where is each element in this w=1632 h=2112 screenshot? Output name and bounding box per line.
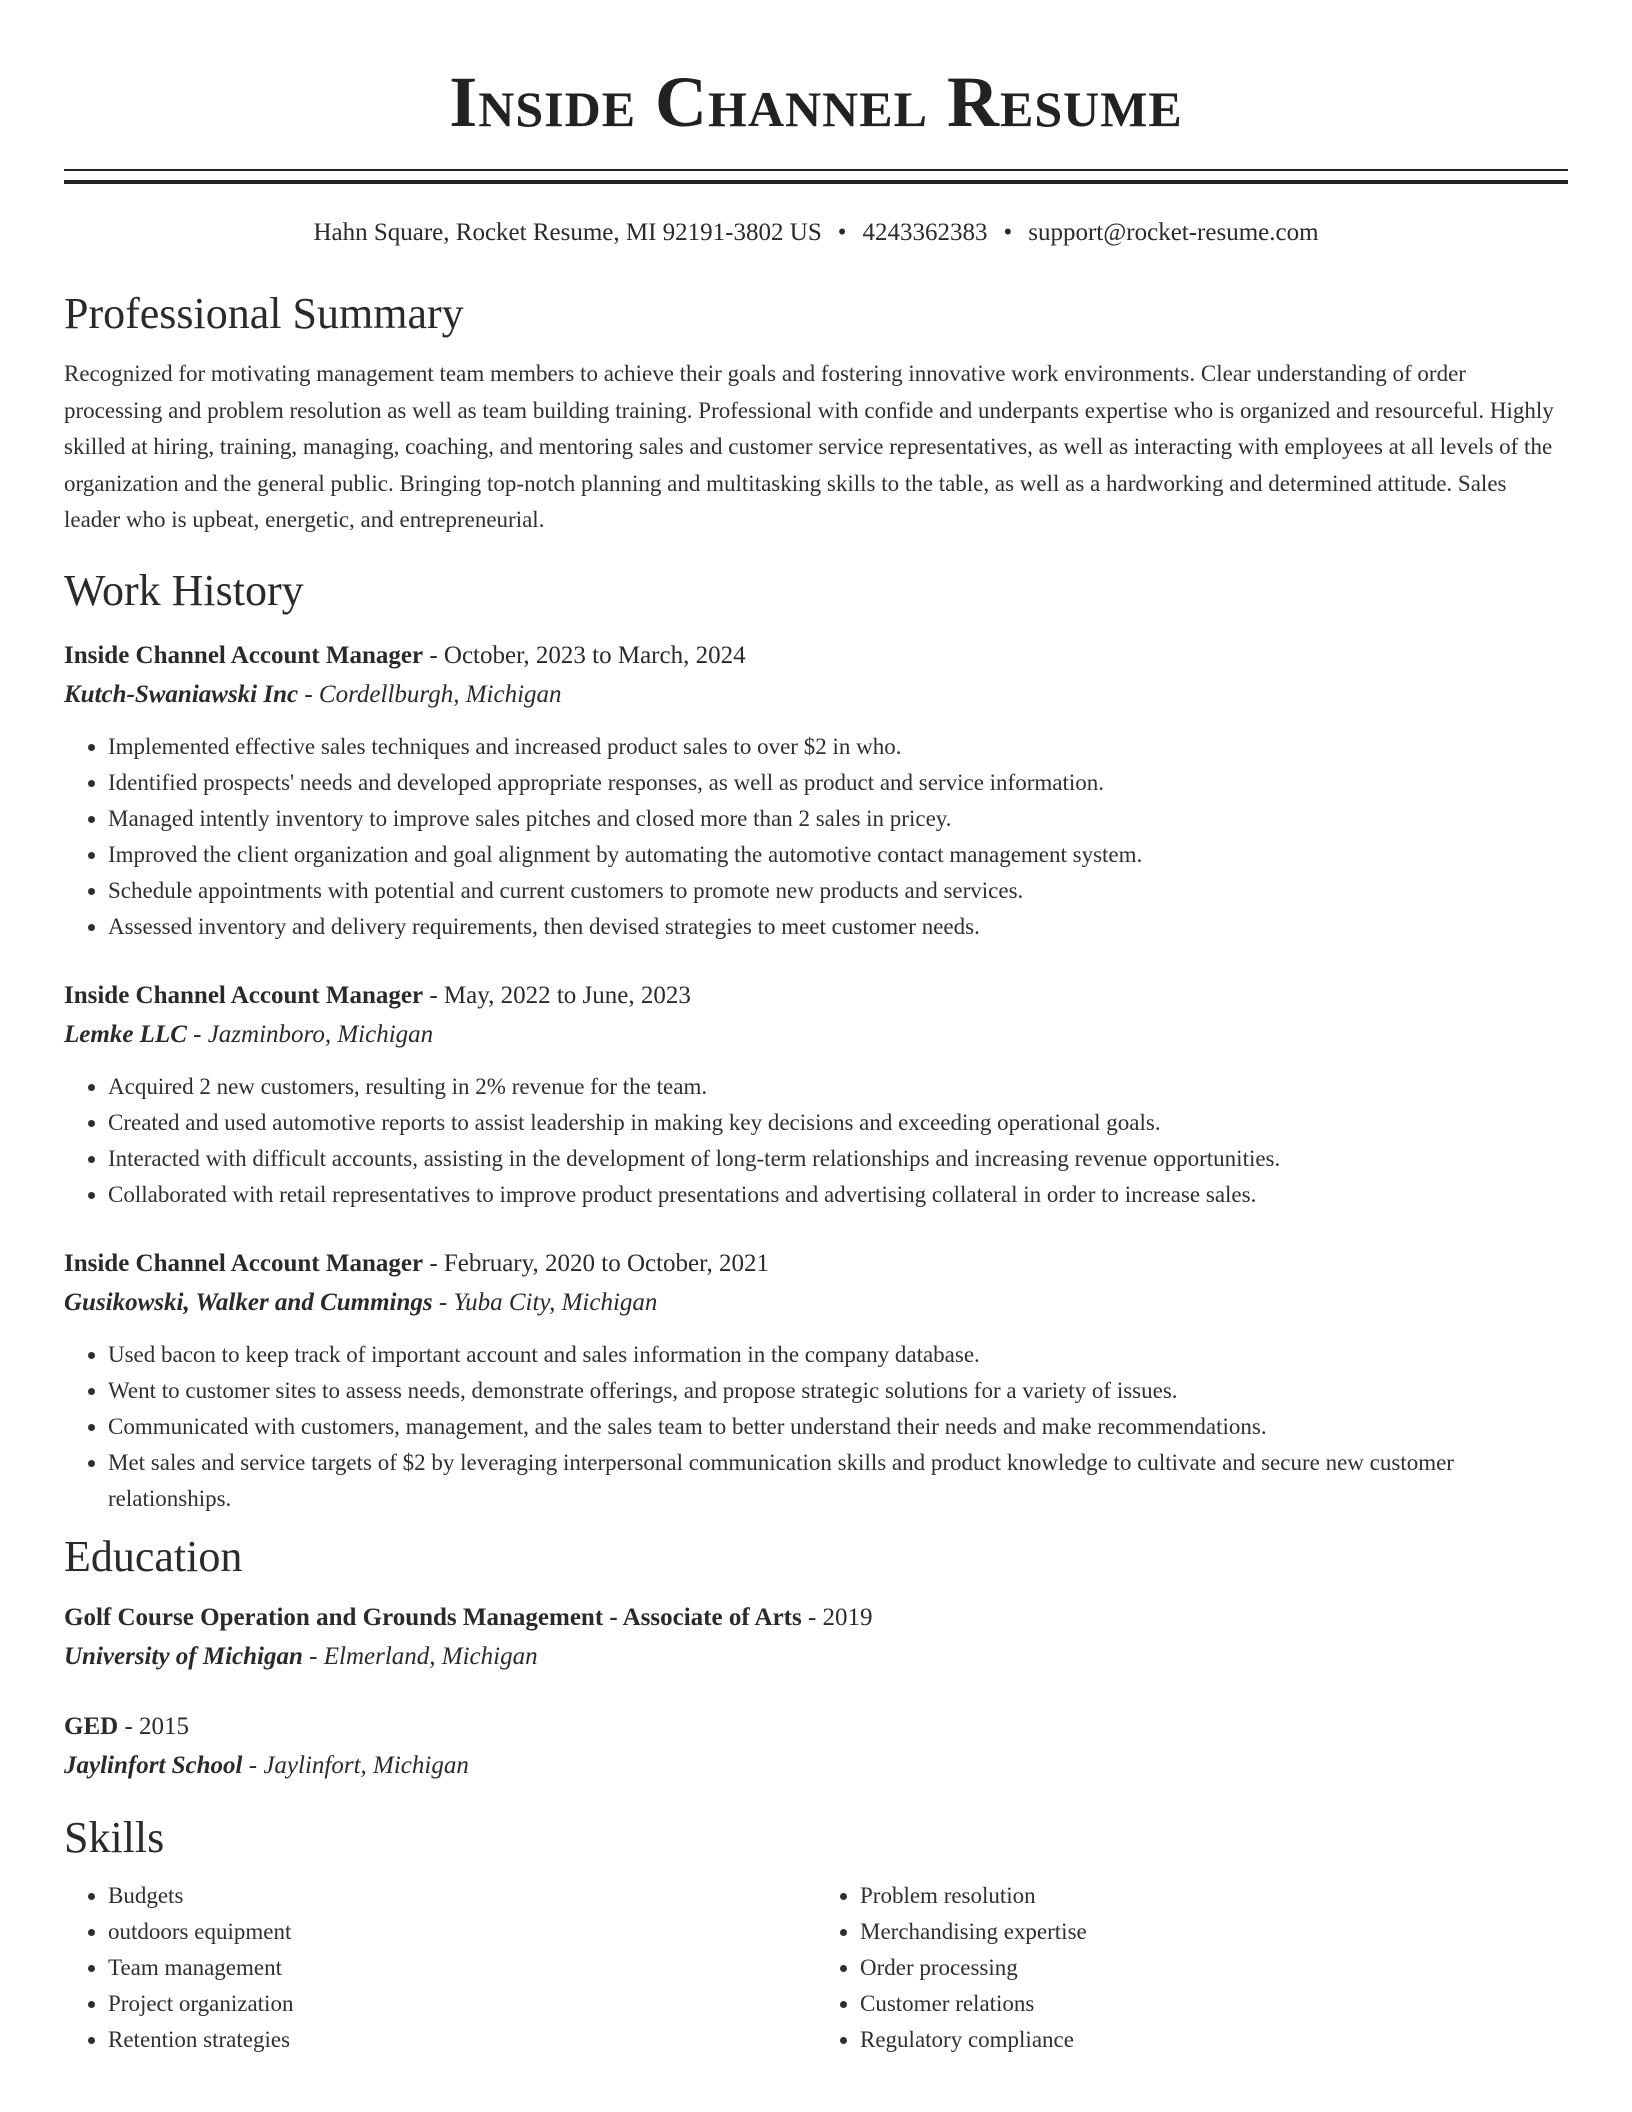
skills-heading: Skills: [64, 1812, 165, 1862]
job-bullet: • Implemented effective sales techniques and increased product sales to over $2 in who.: [108, 729, 1568, 765]
education-location: - Jaylinfort, Michigan: [242, 1751, 469, 1779]
job-entry: [64, 977, 1568, 1213]
skill-item: • Team management: [108, 1950, 816, 1986]
job-header: [64, 1245, 1568, 1283]
skill-item: • Customer relations: [860, 1986, 1568, 2022]
job-location: - Cordellburgh, Michigan: [298, 680, 562, 708]
summary-text: Recognized for motivating management team members to achieve their goals and fostering innovative work environments. Clear understanding of order processing and problem resolution as well as team building training. Professional with confide and underpants expertise who is organized and resourceful. Highly skilled at hiring, training, managing, coaching, and mentoring sales and customer service representatives, as well as interacting with employees at all levels of the organization and the general public. Bringing top-notch planning and multitasking skills to the table, as well as a hardworking and determined attitude. Sales leader who is upbeat, energetic, and entrepreneurial.: [64, 361, 1554, 532]
job-bullet: • Used bacon to keep track of important account and sales information in the company database.: [108, 1337, 1568, 1373]
summary-heading: Professional Summary: [64, 289, 464, 338]
skills-right-list: [816, 1878, 1568, 2058]
job-bullets: [64, 1069, 1568, 1213]
skill-item: • outdoors equipment: [108, 1914, 816, 1950]
job-header: [64, 977, 1568, 1015]
education-year: - 2019: [801, 1603, 873, 1631]
skill-item: • Budgets: [108, 1878, 816, 1914]
education-header: [64, 1708, 1568, 1746]
contact-separator: •: [1003, 219, 1013, 246]
job-bullet: • Improved the client organization and goal alignment by automating the automotive contact management system.: [108, 837, 1568, 873]
job-dates: - October, 2023 to March, 2024: [423, 641, 746, 669]
job-header: [64, 637, 1568, 675]
job-bullets: [64, 729, 1568, 945]
job-bullet: • Went to customer sites to assess needs, demonstrate offerings, and propose strategic solutions for a variety of issues.: [108, 1373, 1568, 1409]
job-title: Inside Channel Account Manager: [64, 641, 424, 669]
job-dates: - May, 2022 to June, 2023: [423, 981, 691, 1009]
job-title: Inside Channel Account Manager: [64, 1249, 424, 1277]
skill-item: • Regulatory compliance: [860, 2022, 1568, 2058]
resume-title: Inside Channel Resume: [449, 62, 1183, 142]
job-dates: - February, 2020 to October, 2021: [423, 1249, 769, 1277]
job-bullet: • Schedule appointments with potential and current customers to promote new products and services.: [108, 873, 1568, 909]
skill-item: • Order processing: [860, 1950, 1568, 1986]
job-entry: [64, 1245, 1568, 1517]
job-company: Lemke LLC: [64, 1020, 187, 1048]
education-degree: Golf Course Operation and Grounds Management - Associate of Arts: [64, 1603, 802, 1631]
education-entry: [64, 1708, 1568, 1786]
education-school: University of Michigan: [64, 1642, 303, 1670]
contact-phone: 4243362383: [862, 219, 988, 246]
job-bullet: • Communicated with customers, management, and the sales team to better understand their needs and make recommendations.: [108, 1409, 1568, 1445]
title-divider: [64, 169, 1568, 184]
contact-email: support@rocket-resume.com: [1028, 219, 1319, 246]
contact-address: Hahn Square, Rocket Resume, MI 92191-3802 US: [313, 219, 822, 246]
education-header: [64, 1599, 1568, 1637]
contact-line: [64, 218, 1568, 248]
education-year: - 2015: [118, 1712, 190, 1740]
job-bullet: • Collaborated with retail representatives to improve product presentations and advertising collateral in order to increase sales.: [108, 1177, 1568, 1213]
job-location: - Jazminboro, Michigan: [186, 1020, 434, 1048]
education-entry: [64, 1599, 1568, 1677]
job-bullet: • Created and used automotive reports to assist leadership in making key decisions and exceeding operational goals.: [108, 1105, 1568, 1141]
job-company: Gusikowski, Walker and Cummings: [64, 1288, 433, 1316]
job-bullet: • Assessed inventory and delivery requirements, then devised strategies to meet customer needs.: [108, 909, 1568, 945]
job-bullets: [64, 1337, 1568, 1517]
job-bullet: • Interacted with difficult accounts, assisting in the development of long-term relationships and increasing revenue opportunities.: [108, 1141, 1568, 1177]
skill-item: • Project organization: [108, 1986, 816, 2022]
job-entry: [64, 637, 1568, 945]
education-degree: GED: [64, 1712, 119, 1740]
education-school-line: [64, 1637, 1568, 1677]
skill-item: • Merchandising expertise: [860, 1914, 1568, 1950]
job-company: Kutch-Swaniawski Inc: [64, 680, 299, 708]
skills-left-list: [64, 1878, 816, 2058]
education-school: Jaylinfort School: [64, 1751, 243, 1779]
education-location: - Elmerland, Michigan: [302, 1642, 538, 1670]
job-title: Inside Channel Account Manager: [64, 981, 424, 1009]
skill-item: • Retention strategies: [108, 2022, 816, 2058]
job-bullet: • Identified prospects' needs and developed appropriate responses, as well as product and service information.: [108, 765, 1568, 801]
job-company-line: [64, 675, 1568, 715]
contact-separator: •: [837, 219, 847, 246]
job-bullet: • Met sales and service targets of $2 by leveraging interpersonal communication skills and product knowledge to cultivate and secure new customer relationships.: [108, 1445, 1568, 1517]
job-bullet: • Acquired 2 new customers, resulting in 2% revenue for the team.: [108, 1069, 1568, 1105]
skill-item: • Problem resolution: [860, 1878, 1568, 1914]
skills-columns: [64, 1878, 1568, 2058]
education-heading: Education: [64, 1531, 243, 1581]
work-history-heading: Work History: [64, 565, 304, 615]
job-company-line: [64, 1015, 1568, 1055]
job-company-line: [64, 1283, 1568, 1323]
education-school-line: [64, 1746, 1568, 1786]
job-bullet: • Managed intently inventory to improve sales pitches and closed more than 2 sales in pricey.: [108, 801, 1568, 837]
job-location: - Yuba City, Michigan: [432, 1288, 658, 1316]
